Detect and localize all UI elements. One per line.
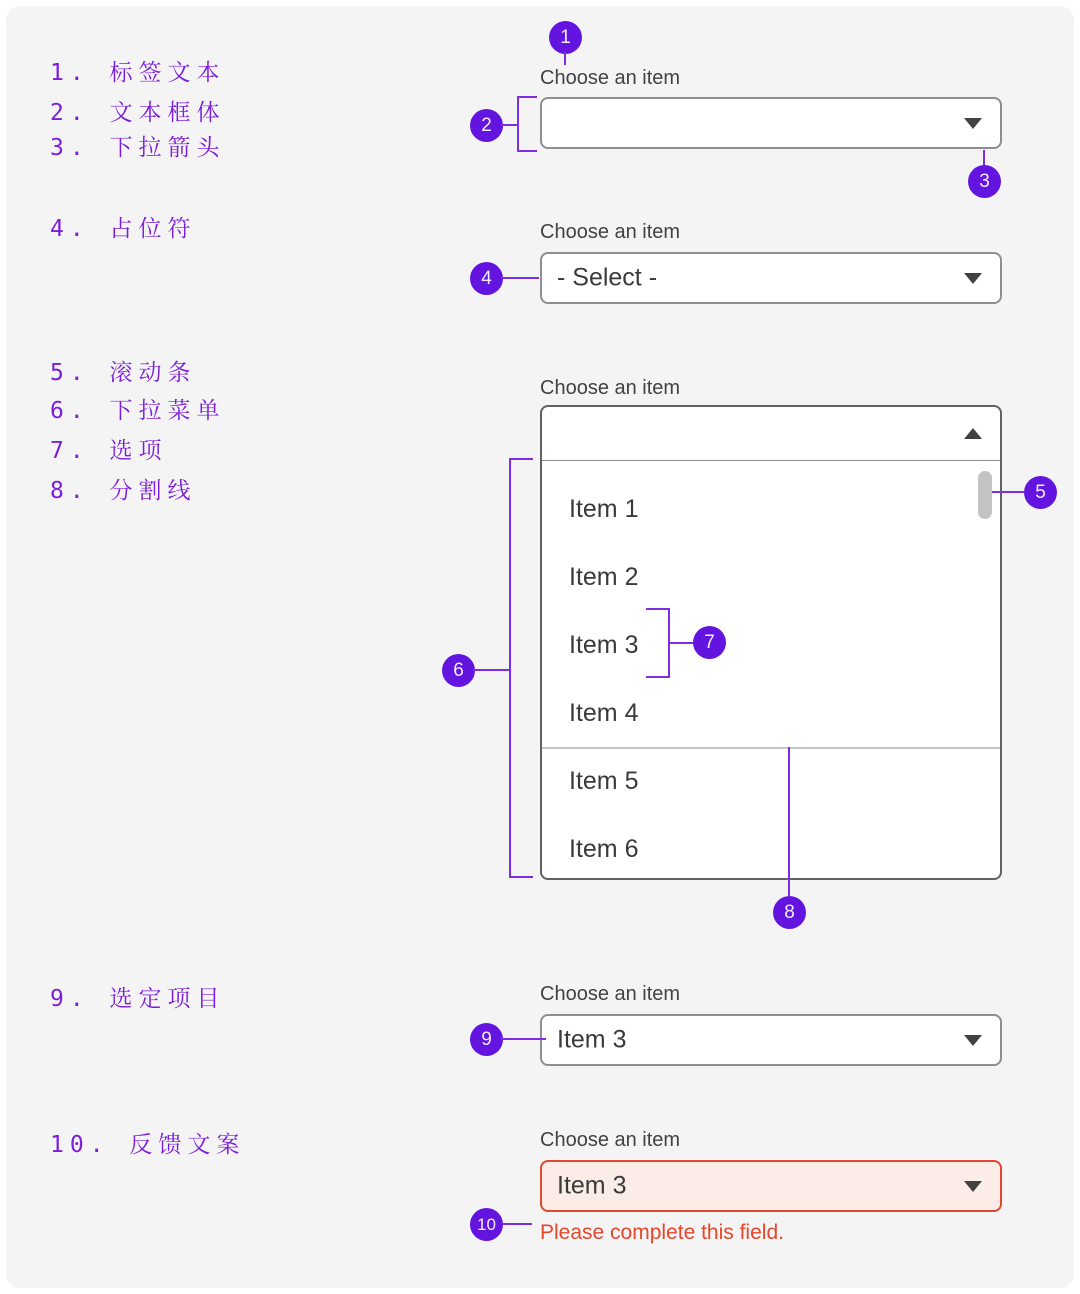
callout-line-3 xyxy=(983,150,985,166)
chevron-up-icon xyxy=(964,428,982,439)
callout-bracket-6-bottom xyxy=(509,876,533,878)
select-error[interactable] xyxy=(540,1160,1002,1212)
select-placeholder[interactable] xyxy=(540,252,1002,304)
callout-bracket-7-bottom xyxy=(646,676,670,678)
callout-line-7 xyxy=(670,642,695,644)
chevron-down-icon xyxy=(964,273,982,284)
legend-divider: 8. 分割线 xyxy=(50,478,197,504)
callout-bracket-7-top xyxy=(646,608,670,610)
legend-option: 7. 选项 xyxy=(50,438,168,464)
legend-dropdown-menu: 6. 下拉菜单 xyxy=(50,398,226,424)
callout-bracket-2-bottom xyxy=(517,150,537,152)
callout-badge-7: 7 xyxy=(693,626,726,659)
select-selected[interactable] xyxy=(540,1014,1002,1066)
field-label-open: Choose an item xyxy=(540,377,681,399)
callout-badge-5: 5 xyxy=(1024,476,1057,509)
callout-line-2 xyxy=(501,124,518,126)
menu-item-6[interactable]: Item 6 xyxy=(569,835,639,863)
callout-line-1 xyxy=(564,52,566,65)
legend-selected-item: 9. 选定项目 xyxy=(50,986,226,1012)
callout-badge-6: 6 xyxy=(442,654,475,687)
field-label-default: Choose an item xyxy=(540,67,681,89)
callout-badge-1: 1 xyxy=(549,21,582,54)
legend-placeholder: 4. 占位符 xyxy=(50,216,197,242)
callout-line-10 xyxy=(502,1223,532,1225)
select-default[interactable] xyxy=(540,97,1002,149)
legend-feedback-text: 10. 反馈文案 xyxy=(50,1132,246,1158)
callout-bracket-6 xyxy=(509,458,511,878)
chevron-down-icon xyxy=(964,118,982,129)
field-label-placeholder: Choose an item xyxy=(540,221,681,243)
menu-item-2[interactable]: Item 2 xyxy=(569,563,639,591)
menu-item-4[interactable]: Item 4 xyxy=(569,699,639,727)
callout-line-6 xyxy=(473,669,511,671)
callout-bracket-2-top xyxy=(517,96,537,98)
callout-bracket-2 xyxy=(517,96,519,152)
callout-bracket-6-top xyxy=(509,458,533,460)
callout-line-4 xyxy=(501,277,539,279)
callout-badge-10: 10 xyxy=(470,1208,503,1241)
menu-item-5[interactable]: Item 5 xyxy=(569,767,639,795)
menu-item-3[interactable]: Item 3 xyxy=(569,631,639,659)
select-open-head[interactable] xyxy=(542,407,1000,461)
callout-badge-8: 8 xyxy=(773,896,806,929)
select-error-value: Item 3 xyxy=(557,1171,627,1200)
callout-line-9 xyxy=(501,1038,546,1040)
chevron-down-icon xyxy=(964,1035,982,1046)
error-message: Please complete this field. xyxy=(540,1221,784,1244)
menu-item-1[interactable]: Item 1 xyxy=(569,495,639,523)
select-open-dropdown xyxy=(540,405,1002,880)
legend-text-box: 2. 文本框体 xyxy=(50,100,226,126)
callout-badge-3: 3 xyxy=(968,165,1001,198)
chevron-down-icon xyxy=(964,1181,982,1192)
callout-badge-4: 4 xyxy=(470,262,503,295)
select-selected-value: Item 3 xyxy=(557,1025,627,1054)
menu-divider xyxy=(542,747,1000,749)
callout-line-8 xyxy=(788,747,790,896)
callout-line-5 xyxy=(992,491,1024,493)
legend-scrollbar: 5. 滚动条 xyxy=(50,360,197,386)
legend-label-text: 1. 标签文本 xyxy=(50,60,226,86)
scrollbar-thumb[interactable] xyxy=(978,471,992,519)
callout-badge-9: 9 xyxy=(470,1023,503,1056)
field-label-error: Choose an item xyxy=(540,1129,681,1151)
callout-badge-2: 2 xyxy=(470,109,503,142)
select-placeholder-value: - Select - xyxy=(557,263,658,292)
field-label-selected: Choose an item xyxy=(540,983,681,1005)
legend-dropdown-arrow: 3. 下拉箭头 xyxy=(50,135,226,161)
